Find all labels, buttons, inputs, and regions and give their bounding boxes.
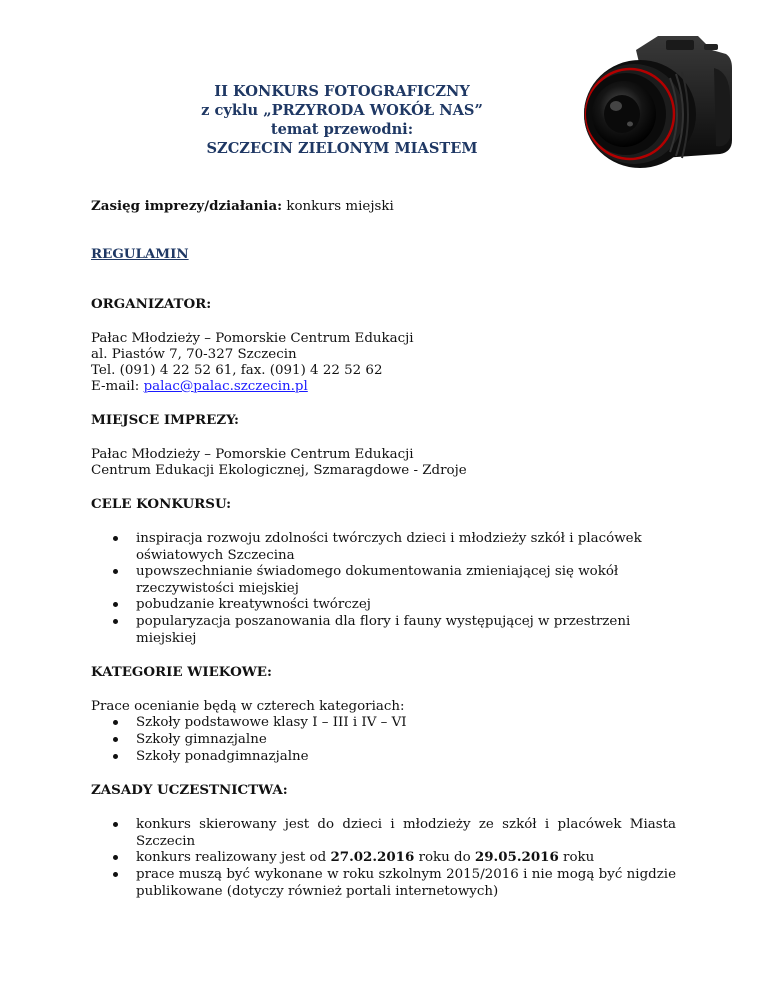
organizer-heading: ORGANIZATOR: <box>91 296 212 312</box>
dslr-camera-icon <box>566 28 734 172</box>
list-item <box>136 613 630 647</box>
list-item <box>136 530 642 564</box>
bullet-icon <box>113 720 118 725</box>
list-item-text: publikowane (dotyczy również portali internetowych) <box>136 884 499 899</box>
venue-line-2: Centrum Edukacji Ekologicznej, Szmaragdowe - Zdroje <box>91 463 467 478</box>
bullet-icon <box>113 602 118 607</box>
title-line-2: z cyklu „PRZYRODA WOKÓŁ NAS” <box>201 102 483 119</box>
bullet-icon <box>113 855 118 860</box>
regulamin-heading: REGULAMIN <box>91 246 189 262</box>
email-link[interactable]: palac@palac.szczecin.pl <box>143 379 308 394</box>
list-item-text: roku <box>558 850 595 865</box>
rules-heading: ZASADY UCZESTNICTWA: <box>91 782 288 798</box>
list-item-text: konkurs realizowany jest od <box>136 850 331 865</box>
organizer-email-line <box>91 378 308 395</box>
bullet-icon <box>113 569 118 574</box>
title-line-4: SZCZECIN ZIELONYM MIASTEM <box>206 140 478 157</box>
list-item <box>136 816 676 850</box>
bullet-icon <box>113 754 118 759</box>
scope-line <box>91 198 394 215</box>
list-item <box>136 714 407 731</box>
list-item-text: pobudzanie kreatywności twórczej <box>136 597 371 612</box>
venue-line-1: Pałac Młodzieży – Pomorskie Centrum Edukacji <box>91 447 414 462</box>
list-item-text: Szczecin <box>136 834 196 849</box>
title-line-1: II KONKURS FOTOGRAFICZNY <box>214 83 470 100</box>
list-item-text: Szkoły ponadgimnazjalne <box>136 749 309 764</box>
list-item-text: rzeczywistości miejskiej <box>136 581 299 596</box>
email-label: E-mail: <box>91 379 144 394</box>
list-item-text: Szkoły gimnazjalne <box>136 732 267 747</box>
list-item-text: oświatowych Szczecina <box>136 548 295 563</box>
organizer-line-3: Tel. (091) 4 22 52 61, fax. (091) 4 22 52 62 <box>91 363 383 378</box>
list-item <box>136 849 594 866</box>
bullet-icon <box>113 737 118 742</box>
organizer-line-1: Pałac Młodzieży – Pomorskie Centrum Edukacji <box>91 331 414 346</box>
list-item-text: roku do <box>414 850 475 865</box>
bullet-icon <box>113 822 118 827</box>
scope-label: Zasięg imprezy/działania: <box>91 198 283 214</box>
list-item-text: konkurs skierowany jest do dzieci i młodzieży ze szkół i placówek Miasta <box>136 817 676 832</box>
goals-heading: CELE KONKURSU: <box>91 496 232 512</box>
list-item <box>136 866 676 900</box>
list-item-text: inspiracja rozwoju zdolności twórczych dzieci i młodzieży szkół i placówek <box>136 531 642 546</box>
title-line-3: temat przewodni: <box>270 121 414 138</box>
list-item-text: prace muszą być wykonane w roku szkolnym 2015/2016 i nie mogą być nigdzie <box>136 867 676 882</box>
document-title <box>92 82 592 158</box>
start-date: 27.02.2016 <box>330 849 415 865</box>
list-item <box>136 731 267 748</box>
list-item <box>136 596 371 613</box>
organizer-line-2: al. Piastów 7, 70-327 Szczecin <box>91 347 297 362</box>
age-intro: Prace ocenianie będą w czterech kategoriach: <box>91 699 405 714</box>
bullet-icon <box>113 619 118 624</box>
scope-value: konkurs miejski <box>286 199 394 214</box>
bullet-icon <box>113 536 118 541</box>
regulamin-row <box>91 246 189 263</box>
list-item-text: Szkoły podstawowe klasy I – III i IV – VI <box>136 715 407 730</box>
list-item-text: popularyzacja poszanowania dla flory i fauny występującej w przestrzeni <box>136 614 631 629</box>
venue-heading: MIEJSCE IMPREZY: <box>91 412 239 428</box>
bullet-icon <box>113 872 118 877</box>
list-item-text: upowszechnianie świadomego dokumentowania zmieniającej się wokół <box>136 564 619 579</box>
list-item <box>136 748 309 765</box>
age-heading: KATEGORIE WIEKOWE: <box>91 664 272 680</box>
list-item <box>136 563 618 597</box>
list-item-text: miejskiej <box>136 631 197 646</box>
end-date: 29.05.2016 <box>474 849 559 865</box>
